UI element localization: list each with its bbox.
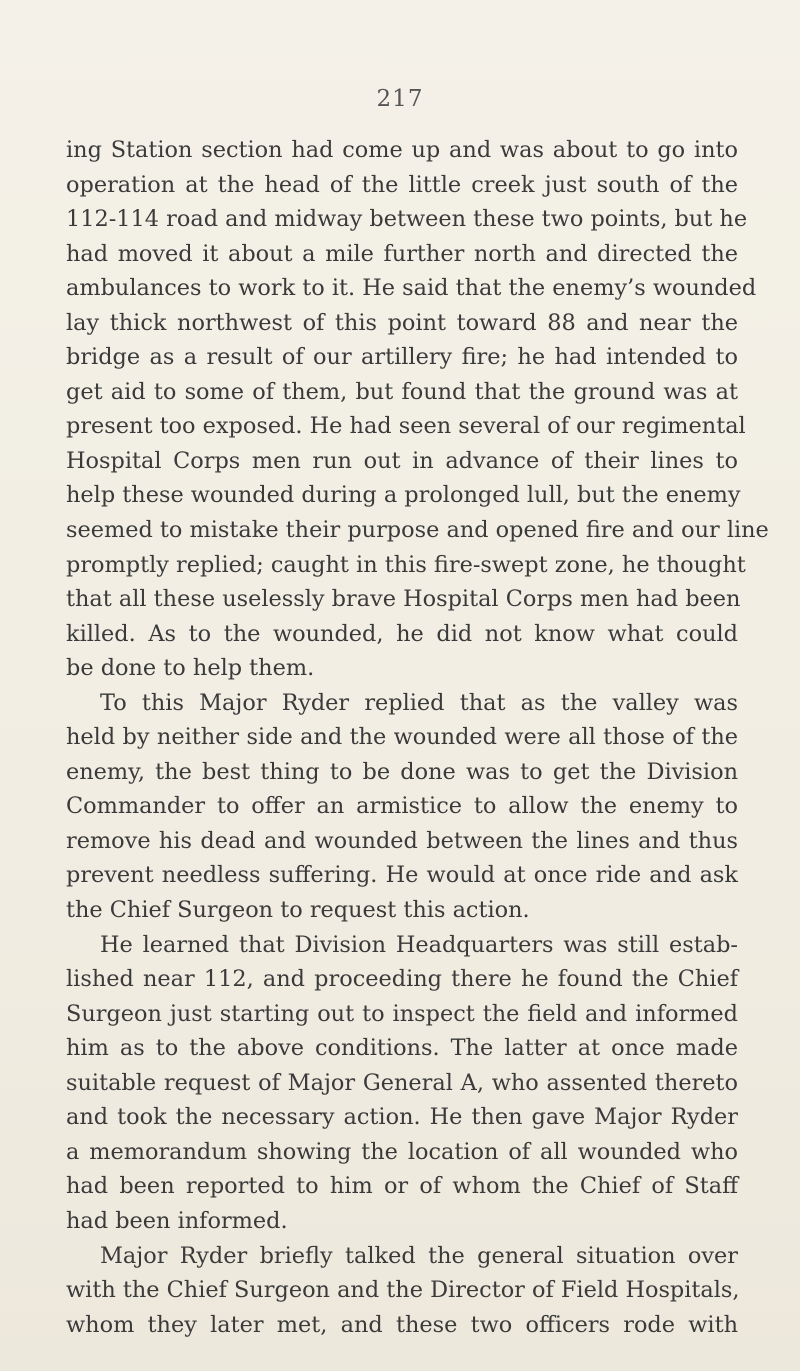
text-line: held by neither side and the wounded were all those of the [66, 724, 738, 751]
paragraph [66, 928, 738, 1239]
text-line: get aid to some of them, but found that the ground was at [66, 378, 738, 405]
text-line: with the Chief Surgeon and the Director of Field Hospitals, [66, 1277, 740, 1304]
text-line: ambulances to work to it. He said that the enemy’s wounded [66, 275, 757, 302]
text-line: Major Ryder briefly talked the general situation over [100, 1242, 738, 1269]
text-line: prevent needless suffering. He would at once ride and ask [66, 862, 738, 889]
page-number: 217 [376, 86, 424, 112]
text-line: lay thick northwest of this point toward 88 and near the [66, 309, 738, 336]
text-line: be done to help them. [66, 655, 315, 682]
text-line: present too exposed. He had seen several of our regimental [66, 413, 746, 440]
text-line: lished near 112, and proceeding there he found the Chief [66, 966, 738, 993]
text-line: He learned that Division Headquarters was still estab- [100, 931, 738, 958]
paragraph [66, 133, 769, 686]
text-line: help these wounded during a prolonged lull, but the enemy [66, 482, 741, 509]
text-line: the Chief Surgeon to request this action. [66, 897, 530, 924]
body-text [66, 133, 769, 1342]
text-line: Commander to offer an armistice to allow the enemy to [66, 793, 738, 820]
text-line: bridge as a result of our artillery fire; he had intended to [66, 344, 738, 371]
text-line: whom they later met, and these two officers rode with [66, 1311, 738, 1338]
text-line: Surgeon just starting out to inspect the field and informed [66, 1000, 738, 1027]
text-line: killed. As to the wounded, he did not know what could [66, 620, 738, 647]
text-line: ing Station section had come up and was about to go into [66, 137, 738, 163]
text-line: remove his dead and wounded between the lines and thus [66, 827, 738, 854]
text-line: that all these uselessly brave Hospital Corps men had been [66, 586, 741, 613]
text-line: suitable request of Major General A, who assented thereto [66, 1069, 738, 1096]
text-line: had been reported to him or of whom the Chief of Staff [66, 1173, 738, 1200]
text-line: him as to the above conditions. The latter at once made [66, 1035, 738, 1062]
text-line: promptly replied; caught in this fire-swept zone, he thought [66, 551, 746, 578]
text-line: had moved it about a mile further north and directed the [66, 240, 738, 267]
text-line: To this Major Ryder replied that as the valley was [100, 689, 738, 716]
text-line: enemy, the best thing to be done was to get the Division [66, 758, 738, 785]
text-line: 112-114 road and midway between these two points, but he [66, 206, 748, 233]
paragraph [66, 686, 738, 928]
paragraph [66, 1239, 738, 1343]
text-line: operation at the head of the little creek just south of the [66, 171, 738, 198]
text-line: seemed to mistake their purpose and opened fire and our line [66, 517, 769, 544]
text-line: and took the necessary action. He then gave Major Ryder [66, 1104, 738, 1131]
text-line: a memorandum showing the location of all wounded who [66, 1138, 738, 1165]
text-line: had been informed. [66, 1207, 288, 1234]
text-line: Hospital Corps men run out in advance of their lines to [66, 447, 738, 474]
